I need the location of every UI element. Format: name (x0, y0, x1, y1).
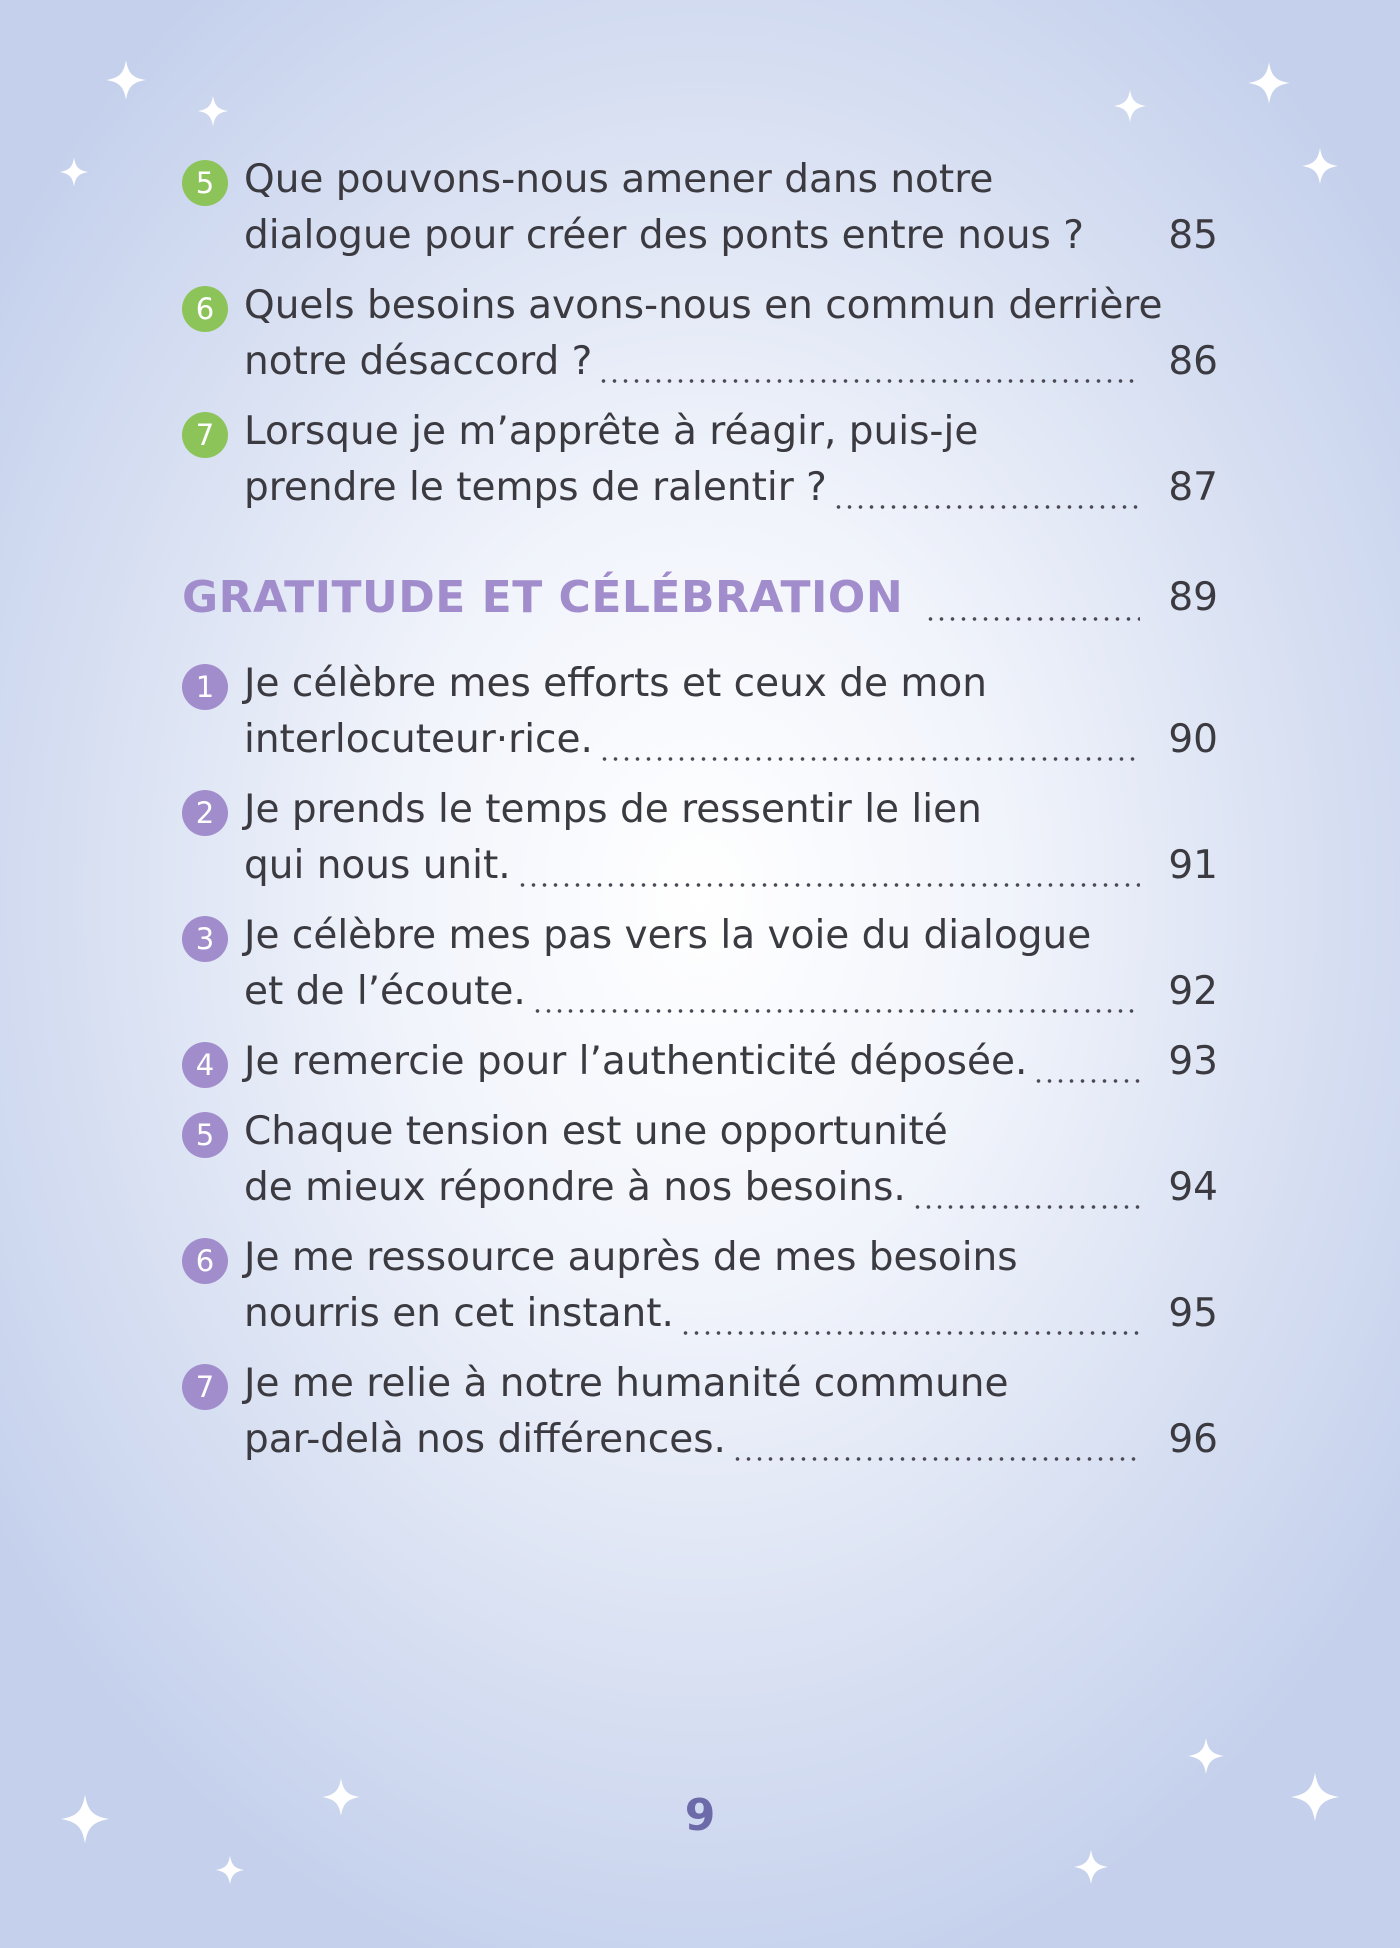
entry-page-number: 92 (1168, 969, 1218, 1014)
entry-title-line1: Je prends le temps de ressentir le lien (244, 787, 982, 832)
entry-number-badge: 5 (182, 160, 228, 206)
dot-leader (1033, 1034, 1140, 1090)
toc-entry (182, 404, 1218, 516)
dot-leader (680, 1286, 1140, 1342)
entry-title-line2: notre désaccord ? (244, 339, 593, 384)
sparkle-star-icon (1246, 60, 1292, 106)
entry-number-badge: 5 (182, 1112, 228, 1158)
toc-entry (182, 1230, 1218, 1342)
entry-title-line2: de mieux répondre à nos besoins. (244, 1165, 906, 1210)
toc-entry (182, 278, 1218, 390)
section-title: GRATITUDE ET CÉLÉBRATION (182, 572, 904, 623)
entry-page-number: 94 (1168, 1165, 1218, 1210)
entry-page-number: 95 (1168, 1291, 1218, 1336)
page-folio: 9 (684, 1790, 716, 1841)
entry-title-line1: Que pouvons-nous amener dans notre (244, 157, 994, 202)
entry-page-number: 91 (1168, 843, 1218, 888)
entry-title-line2: par-delà nos différences. (244, 1417, 726, 1462)
dot-leader (912, 1160, 1140, 1216)
sparkle-star-icon (58, 156, 90, 188)
entry-number-badge: 2 (182, 790, 228, 836)
sparkle-star-icon (1186, 1736, 1226, 1776)
entry-page-number: 93 (1168, 1039, 1218, 1084)
entry-number-badge: 4 (182, 1042, 228, 1088)
dot-leader (517, 838, 1140, 894)
toc-entry (182, 908, 1218, 1020)
section-heading (182, 568, 1218, 628)
toc-entry (182, 1104, 1218, 1216)
entry-page-number: 90 (1168, 717, 1218, 762)
entry-title-line2: interlocuteur·rice. (244, 717, 593, 762)
dot-leader (732, 1412, 1140, 1468)
entry-title-line2: nourris en cet instant. (244, 1291, 674, 1336)
entry-page-number: 96 (1168, 1417, 1218, 1462)
entry-number-badge: 1 (182, 664, 228, 710)
entry-title-line2: qui nous unit. (244, 843, 511, 888)
dot-leader (598, 334, 1140, 390)
entry-page-number: 85 (1168, 213, 1218, 258)
sparkle-star-icon (1112, 88, 1148, 124)
section-page-number: 89 (1168, 575, 1218, 620)
entry-title-line1: Chaque tension est une opportunité (244, 1109, 948, 1154)
entry-title-line2: dialogue pour créer des ponts entre nous ? (244, 213, 1084, 258)
entry-title-line2: prendre le temps de ralentir ? (244, 465, 827, 510)
dot-leader (925, 568, 1140, 628)
entry-number-badge: 7 (182, 412, 228, 458)
sparkle-star-icon (196, 94, 230, 128)
entry-title-line1: Je célèbre mes efforts et ceux de mon (244, 661, 987, 706)
entry-number-badge: 6 (182, 1238, 228, 1284)
toc-entry (182, 1356, 1218, 1468)
entry-page-number: 87 (1168, 465, 1218, 510)
entry-title-line1: Je célèbre mes pas vers la voie du dialogue (244, 913, 1092, 958)
entry-title-line1: Lorsque je m’apprête à réagir, puis-je (244, 409, 979, 454)
entry-number-badge: 3 (182, 916, 228, 962)
entry-page-number: 86 (1168, 339, 1218, 384)
toc-entry (182, 782, 1218, 894)
dot-leader (532, 964, 1140, 1020)
sparkle-star-icon (1300, 146, 1340, 186)
toc-entry (182, 656, 1218, 768)
sparkle-star-icon (104, 58, 148, 102)
sparkle-star-icon (214, 1854, 246, 1886)
dot-leader (599, 712, 1140, 768)
entry-title-line1: Quels besoins avons-nous en commun derrière (244, 283, 1163, 328)
toc-entry (182, 152, 1218, 264)
entry-title-line2: et de l’écoute. (244, 969, 526, 1014)
sparkle-star-icon (1072, 1848, 1110, 1886)
entry-number-badge: 7 (182, 1364, 228, 1410)
dot-leader (833, 460, 1140, 516)
entry-title-line1: Je me relie à notre humanité commune (244, 1361, 1009, 1406)
entry-title-line1: Je me ressource auprès de mes besoins (244, 1235, 1018, 1280)
entry-number-badge: 6 (182, 286, 228, 332)
toc-entry (182, 1034, 1218, 1090)
entry-title-line1: Je remercie pour l’authenticité déposée. (244, 1039, 1028, 1084)
